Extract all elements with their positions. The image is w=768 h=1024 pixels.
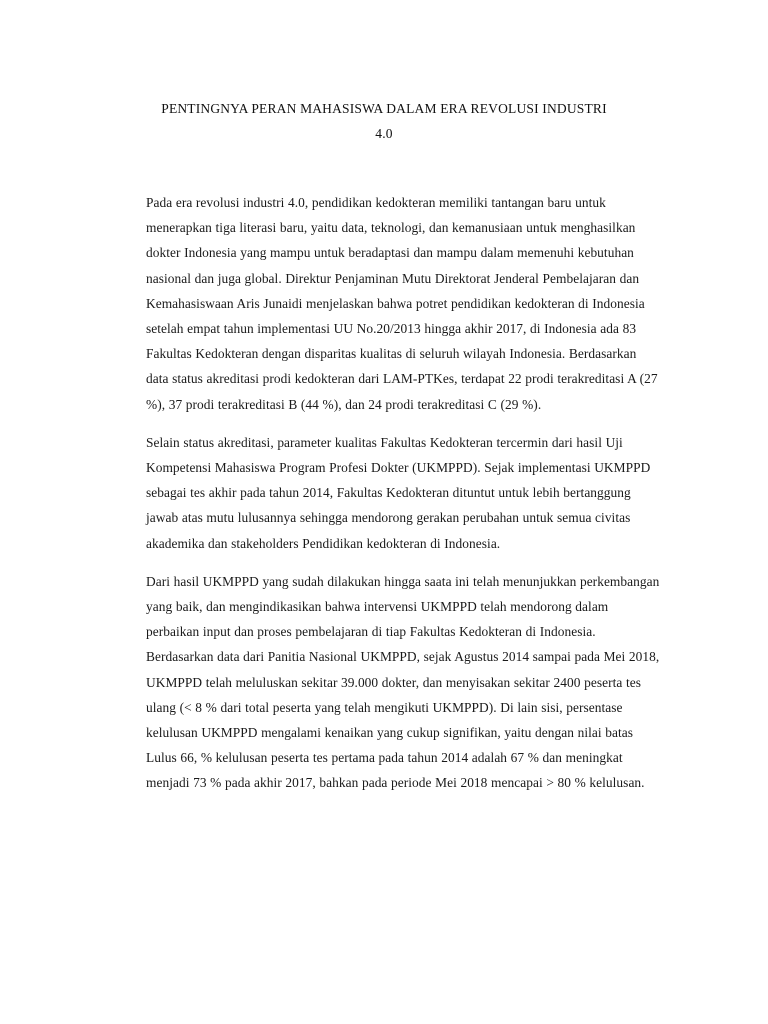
body-paragraph: Selain status akreditasi, parameter kualitas Fakultas Kedokteran tercermin dari hasil Uji Kompetensi Mahasiswa Program Profesi Dokter (UKMPPD). Sejak implementasi UKMPPD sebagai tes akhir pada tahun 2014, Fakultas Kedokteran dituntut untuk lebih bertanggung jawab atas mutu lulusannya sehingga mendorong gerakan perubahan untuk semua civitas akademika dan stakeholders Pendidikan kedokteran di Indonesia.	[146, 434, 651, 551]
page-title-line-1: PENTINGNYA PERAN MAHASISWA DALAM ERA REVOLUSI INDUSTRI	[161, 101, 607, 116]
page-title	[120, 96, 648, 146]
page-title-line-2: 4.0	[375, 126, 393, 141]
document-body	[146, 190, 660, 796]
body-paragraph: Dari hasil UKMPPD yang sudah dilakukan hingga saata ini telah menunjukkan perkembangan yang baik, dan mengindikasikan bahwa intervensi UKMPPD telah mendorong dalam perbaikan input dan proses pembelajaran di tiap Fakultas Kedokteran di Indonesia. Berdasarkan data dari Panitia Nasional UKMPPD, sejak Agustus 2014 sampai pada Mei 2018, UKMPPD telah meluluskan sekitar 39.000 dokter, dan menyisakan sekitar 2400 peserta tes ulang (< 8 % dari total peserta yang telah mengikuti UKMPPD). Di lain sisi, persentase kelulusan UKMPPD mengalami kenaikan yang cukup signifikan, yaitu dengan nilai batas Lulus 66, % kelulusan peserta tes pertama pada tahun 2014 adalah 67 % dan meningkat menjadi 73 % pada akhir 2017, bahkan pada periode Mei 2018 mencapai > 80 % kelulusan.	[146, 573, 660, 791]
body-paragraph: Pada era revolusi industri 4.0, pendidikan kedokteran memiliki tantangan baru untuk menerapkan tiga literasi baru, yaitu data, teknologi, dan kemanusiaan untuk menghasilkan dokter Indonesia yang mampu untuk beradaptasi dan mampu dalam memenuhi kebutuhan nasional dan juga global. Direktur Penjaminan Mutu Direktorat Jenderal Pembelajaran dan Kemahasiswaan Aris Junaidi menjelaskan bahwa potret pendidikan kedokteran di Indonesia setelah empat tahun implementasi UU No.20/2013 hingga akhir 2017, di Indonesia ada 83 Fakultas Kedokteran dengan disparitas kualitas di seluruh wilayah Indonesia. Berdasarkan data status akreditasi prodi kedokteran dari LAM-PTKes, terdapat 22 prodi terakreditasi A (27 %), 37 prodi terakreditasi B (44 %), dan 24 prodi terakreditasi C (29 %).	[146, 195, 658, 412]
